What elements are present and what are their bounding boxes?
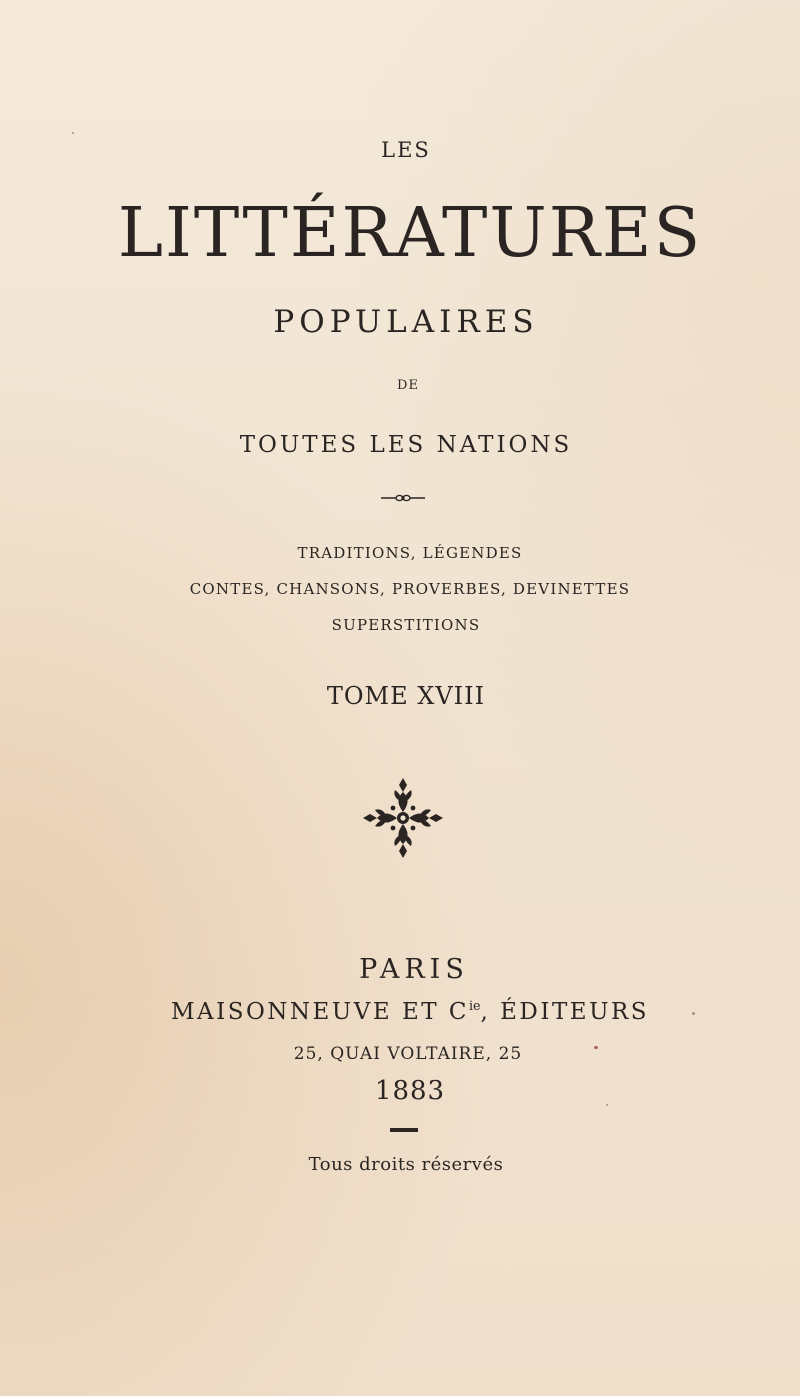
paper-speck: [692, 1012, 695, 1015]
publisher-prefix: MAISONNEUVE ET C: [170, 998, 469, 1025]
volume-number: TOME XVIII: [326, 682, 486, 710]
heading-les: LES: [381, 138, 431, 162]
imprint-year: 1883: [374, 1076, 446, 1106]
paper-speck: [594, 1046, 598, 1049]
subtitle-line-2: CONTES, CHANSONS, PROVERBES, DEVINETTES: [189, 580, 631, 598]
imprint-city: PARIS: [359, 954, 469, 985]
subtitle-line-1: TRADITIONS, LÉGENDES: [297, 544, 523, 562]
title-nations: TOUTES LES NATIONS: [239, 432, 573, 458]
main-title: LITTÉRATURES: [117, 194, 703, 273]
ornamental-rule-icon: [380, 490, 426, 506]
rights-notice: Tous droits réservés: [308, 1154, 504, 1175]
imprint-publisher: [0, 998, 800, 1025]
separator-dash: [390, 1128, 418, 1132]
publisher-sup: ie: [468, 998, 481, 1013]
subtitle-line-3: SUPERSTITIONS: [331, 616, 481, 634]
title-de: DE: [397, 378, 419, 393]
title-populaires: POPULAIRES: [273, 304, 539, 340]
paper-speck: [606, 1104, 608, 1106]
paper-speck: [72, 132, 74, 134]
publisher-suffix: , ÉDITEURS: [480, 998, 650, 1025]
fleuron-cross-icon: [360, 775, 446, 861]
imprint-address: 25, QUAI VOLTAIRE, 25: [293, 1044, 523, 1064]
